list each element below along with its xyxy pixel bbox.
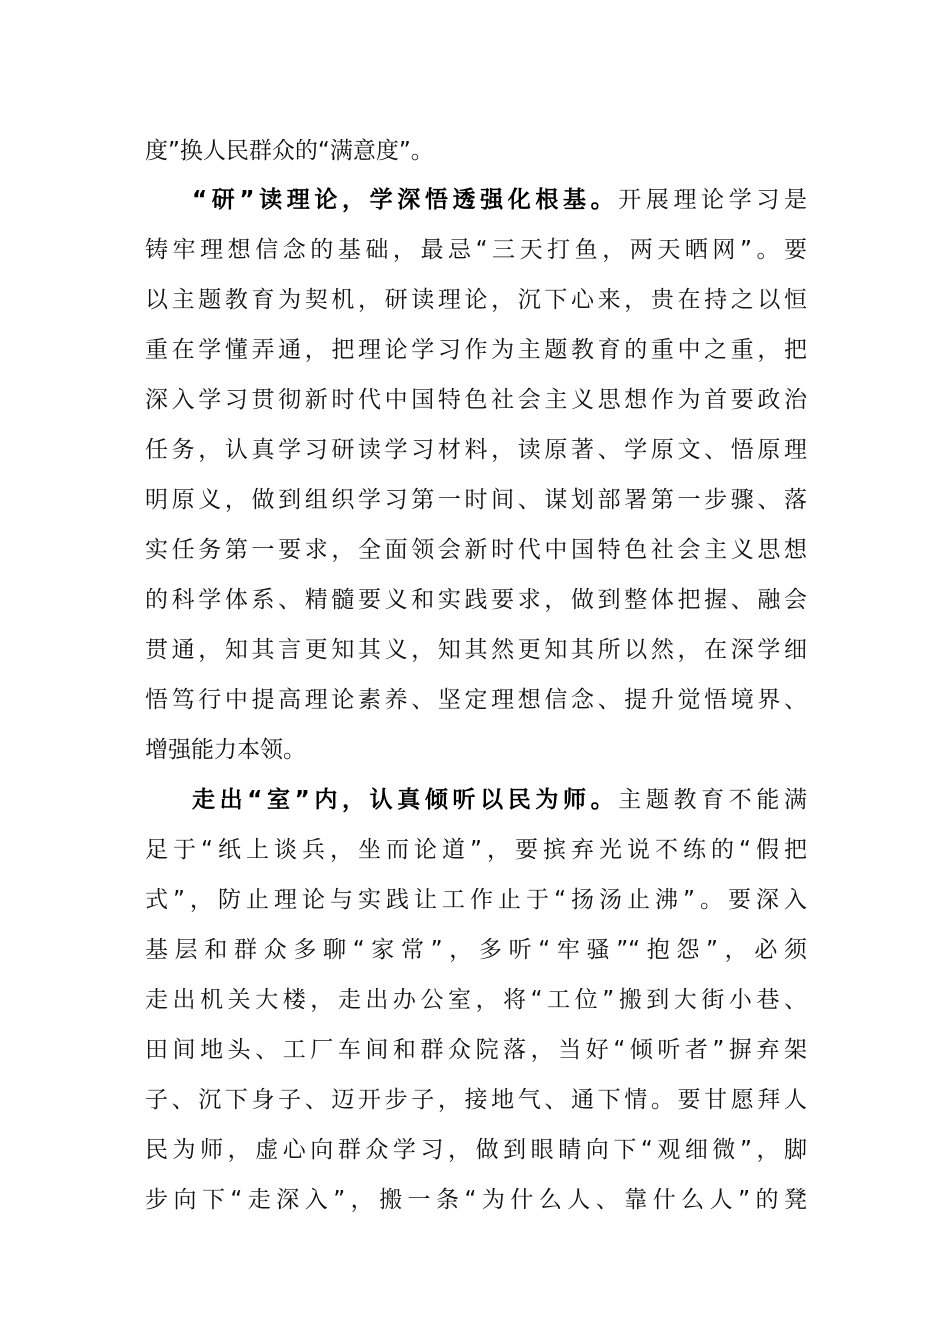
- text-line: 基层和群众多聊“家常”，多听“牢骚”“抱怨”，必须: [145, 937, 807, 963]
- paragraph-first-line: [192, 180, 807, 220]
- text-line: 实任务第一要求，全面领会新时代中国特色社会主义思想: [145, 537, 807, 563]
- text-line: 度”换人民群众的“满意度”。: [145, 138, 434, 164]
- paragraph-heading: 走出“室”内，认真倾听以民为师。: [192, 787, 619, 813]
- text-line: 悟笃行中提高理论素养、坚定理想信念、提升觉悟境界、: [145, 687, 807, 713]
- text-line: 铸牢理想信念的基础，最忌“三天打鱼，两天晒网”。要: [145, 237, 807, 263]
- text-line: 任务，认真学习研读学习材料，读原著、学原文、悟原理: [145, 437, 807, 463]
- text-line: 重在学懂弄通，把理论学习作为主题教育的重中之重，把: [145, 337, 807, 363]
- text-line: 走出机关大楼，走出办公室，将“工位”搬到大街小巷、: [145, 987, 807, 1013]
- paragraph-text: 开展理论学习是: [618, 187, 808, 213]
- paragraph-heading: “研”读理论，学深悟透强化根基。: [192, 187, 619, 213]
- text-line: 明原义，做到组织学习第一时间、谋划部署第一步骤、落: [145, 487, 807, 513]
- paragraph-text: 主题教育不能满: [618, 787, 808, 813]
- text-line: 式”，防止理论与实践让工作止于“扬汤止沸”。要深入: [145, 887, 807, 913]
- text-line: 足于“纸上谈兵，坐而论道”，要摈弃光说不练的“假把: [145, 837, 807, 863]
- text-line: 田间地头、工厂车间和群众院落，当好“倾听者”摒弃架: [145, 1037, 807, 1063]
- text-line: 民为师，虚心向群众学习，做到眼睛向下“观细微”，脚: [145, 1137, 807, 1163]
- text-line: 步向下“走深入”，搬一条“为什么人、靠什么人”的凳: [145, 1187, 807, 1213]
- text-line: 的科学体系、精髓要义和实践要求，做到整体把握、融会: [145, 587, 807, 613]
- text-line: 以主题教育为契机，研读理论，沉下心来，贵在持之以恒: [145, 287, 807, 313]
- text-line: 深入学习贯彻新时代中国特色社会主义思想作为首要政治: [145, 387, 807, 413]
- paragraph-first-line: [192, 780, 807, 820]
- text-line: 子、沉下身子、迈开步子，接地气、通下情。要甘愿拜人: [145, 1087, 807, 1113]
- text-line: 增强能力本领。: [145, 737, 306, 763]
- text-line: 贯通，知其言更知其义，知其然更知其所以然，在深学细: [145, 637, 807, 663]
